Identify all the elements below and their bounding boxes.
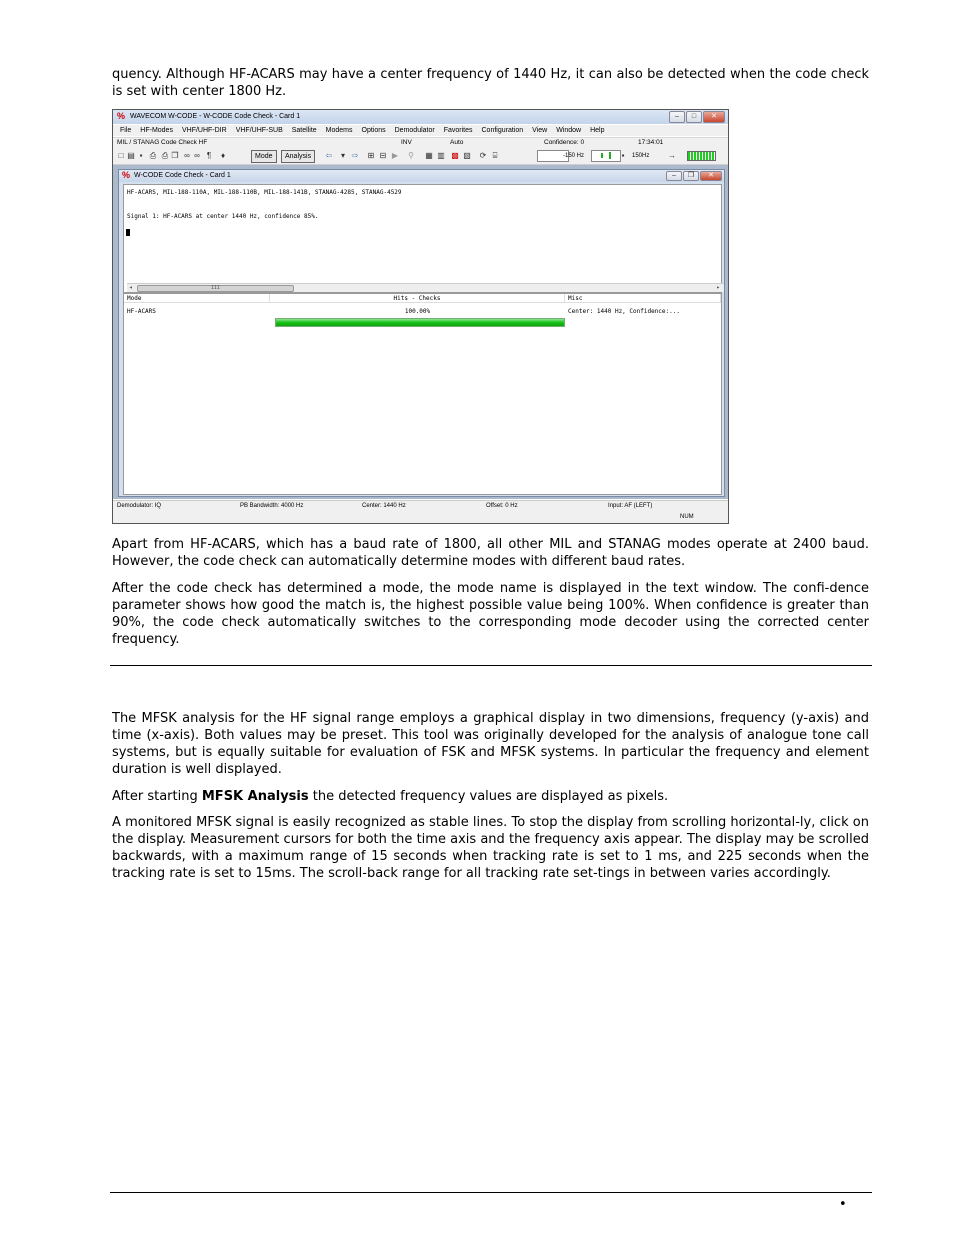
- menu-view[interactable]: View: [532, 127, 548, 134]
- scope-icon[interactable]: ▧: [463, 151, 471, 160]
- record-icon[interactable]: ▩: [451, 151, 459, 160]
- menu-satellite[interactable]: Satellite: [291, 127, 317, 134]
- column-header-misc[interactable]: Misc: [565, 294, 721, 303]
- footer-offset: Offset: 0 Hz: [486, 503, 518, 509]
- menu-vhf-uhf-sub[interactable]: VHF/UHF-SUB: [235, 127, 283, 134]
- row-misc: Center: 1440 Hz, Confidence:...: [568, 308, 680, 315]
- signal-level-bar: [687, 151, 716, 161]
- mode-button[interactable]: Mode: [251, 150, 277, 163]
- print-preview-icon[interactable]: ⎙: [161, 151, 169, 160]
- menu-vhf-uhf-dir[interactable]: VHF/UHF-DIR: [181, 127, 227, 134]
- column-header-hits[interactable]: Hits - Checks: [270, 294, 565, 303]
- tune-icon[interactable]: ⚲: [408, 151, 414, 160]
- dropdown-icon[interactable]: ▾: [340, 151, 345, 160]
- status-confidence: Confidence: 0: [544, 139, 585, 146]
- status-mode: MIL / STANAG Code Check HF: [117, 139, 208, 146]
- menu-demodulator[interactable]: Demodulator: [394, 127, 435, 134]
- export-icon[interactable]: ⌸: [492, 151, 498, 160]
- toolbar: [113, 148, 728, 165]
- menu-window[interactable]: Window: [556, 127, 582, 134]
- results-list: [123, 293, 722, 495]
- row-hits: 100.00%: [404, 308, 431, 315]
- print-icon[interactable]: ⎙: [149, 151, 157, 160]
- wavecom-logo-icon: %: [117, 111, 126, 121]
- footer-bandwidth: PB Bandwidth: 4000 Hz: [240, 503, 304, 509]
- freq-low-label: -150 Hz: [563, 153, 585, 159]
- status-time: 17:34:01: [638, 139, 664, 146]
- mfsk-scroll-paragraph: A monitored MFSK signal is easily recognized as stable lines. To stop the display from scrolling horizontal-ly, click on the display. Measurement cursors for both the time axis and the frequency axis appear. The display may be scrolled backwards, with a maximum range of 15 seconds when tracking rate is set to 1 ms, and 225 seconds when the tracking rate is set to 15ms. The scroll-back range for all tracking rate set-tings in between varies accordingly.: [112, 815, 869, 881]
- menu-modems[interactable]: Modems: [325, 127, 353, 134]
- status-auto: Auto: [450, 139, 464, 146]
- find-next-icon[interactable]: ∞: [194, 151, 200, 160]
- info-icon[interactable]: ¶: [206, 151, 212, 160]
- app-titlebar: [113, 110, 728, 124]
- mfsk-start-text: After starting: [112, 789, 202, 804]
- menu-help[interactable]: Help: [590, 127, 605, 134]
- text-line-signal: Signal 1: HF-ACARS at center 1440 Hz, confidence 85%.: [127, 213, 319, 220]
- wavecom-child-logo-icon: %: [122, 170, 131, 180]
- grid-icon[interactable]: ⊞: [367, 151, 375, 160]
- child-minimize-button[interactable]: –: [666, 171, 682, 181]
- text-cursor: [126, 229, 130, 236]
- confidence-paragraph: After the code check has determined a mode, the mode name is displayed in the text window. The confi-dence parameter shows how good the match is, the highest possible value being 100%. When confidence is greater than 90%, the code check automatically switches to the corresponding mode decoder using the corrected center frequency.: [112, 581, 869, 647]
- arrow-right-icon: →: [668, 151, 676, 160]
- code-check-window: [118, 169, 725, 497]
- scroll-left-icon[interactable]: ◂: [129, 284, 133, 291]
- save-icon[interactable]: ▪: [139, 151, 143, 160]
- status-bar: [113, 500, 728, 512]
- footer-demodulator: Demodulator: IQ: [117, 503, 162, 509]
- menu-hf-modes[interactable]: HF-Modes: [140, 127, 173, 134]
- mfsk-analysis-term: MFSK Analysis: [201, 789, 309, 804]
- footer-divider: [110, 1192, 872, 1193]
- forward-arrow-icon[interactable]: ⇨: [351, 151, 359, 160]
- menu-configuration[interactable]: Configuration: [481, 127, 524, 134]
- hits-progress-bar: [275, 318, 565, 327]
- find-icon[interactable]: ∞: [184, 151, 190, 160]
- child-window-title: W-CODE Code Check - Card 1: [134, 172, 231, 179]
- row-mode[interactable]: HF-ACARS: [127, 308, 156, 315]
- section-divider: [110, 665, 872, 666]
- mfsk-intro-paragraph: The MFSK analysis for the HF signal range employs a graphical display in two dimensions, frequency (y-axis) and time (x-axis). Both values may be preset. This tool was originally developed for the analysis of analogue tone call systems, but is equally suitable for evaluation of FSK and MFSK systems. In particular the frequency and element duration is well displayed.: [112, 711, 869, 777]
- wcode-screenshot: [112, 109, 729, 524]
- mfsk-start-paragraph: [112, 788, 869, 805]
- new-icon[interactable]: □: [118, 151, 124, 160]
- play-icon[interactable]: ▶: [391, 151, 399, 160]
- footer-num: NUM: [680, 514, 694, 520]
- window-title: WAVECOM W-CODE - W-CODE Code Check - Card 1: [130, 113, 301, 120]
- minimize-button[interactable]: –: [669, 111, 685, 123]
- menu-options[interactable]: Options: [361, 127, 386, 134]
- mfsk-start-text-end: the detected frequency values are displayed as pixels.: [308, 789, 669, 804]
- refresh-icon[interactable]: ⟳: [479, 151, 487, 160]
- waterfall-icon[interactable]: ▥: [437, 151, 445, 160]
- status-bar-secondary: [113, 512, 728, 523]
- freq-high-label: 150Hz: [632, 153, 650, 159]
- menu-file[interactable]: File: [120, 127, 132, 134]
- back-arrow-icon[interactable]: ⇦: [325, 151, 333, 160]
- copy-icon[interactable]: ❐: [171, 151, 179, 160]
- text-window[interactable]: [123, 184, 722, 293]
- footer-input: Input: AF (LEFT): [608, 503, 653, 509]
- mdi-area: [113, 165, 728, 499]
- analysis-button[interactable]: Analysis: [281, 150, 315, 163]
- intro-paragraph: quency. Although HF-ACARS may have a center frequency of 1440 Hz, it can also be detected when the code check is set with center 1800 Hz.: [112, 67, 869, 99]
- child-restore-button[interactable]: ❐: [683, 171, 699, 181]
- light-icon[interactable]: ♦: [220, 151, 226, 160]
- menu-bar: [113, 125, 728, 136]
- table-icon[interactable]: ⊟: [379, 151, 387, 160]
- maximize-button[interactable]: □: [686, 111, 702, 123]
- text-line-modes: HF-ACARS, MIL-188-110A, MIL-188-110B, MIL-188-141B, STANAG-4285, STANAG-4529: [127, 189, 402, 196]
- open-icon[interactable]: ▤: [127, 151, 135, 160]
- child-close-button[interactable]: ✕: [700, 171, 722, 181]
- spectrum-icon[interactable]: ▦: [425, 151, 433, 160]
- level-indicator: [591, 150, 621, 162]
- scroll-thumb[interactable]: III: [137, 285, 294, 292]
- footer-bullet: •: [839, 1197, 847, 1212]
- column-header-mode[interactable]: Mode: [124, 294, 270, 303]
- status-inv: INV: [401, 139, 412, 146]
- child-titlebar: [119, 170, 724, 182]
- small-arrow-icon: ▪: [621, 151, 625, 160]
- menu-favorites[interactable]: Favorites: [443, 127, 473, 134]
- scroll-right-icon[interactable]: ▸: [716, 284, 720, 291]
- footer-center: Center: 1440 Hz: [362, 503, 406, 509]
- horizontal-scrollbar[interactable]: [127, 283, 724, 292]
- baud-paragraph: Apart from HF-ACARS, which has a baud rate of 1800, all other MIL and STANAG modes operate at 2400 baud. However, the code check can automatically determine modes with different baud rates.: [112, 537, 869, 569]
- close-button[interactable]: ✕: [703, 111, 725, 123]
